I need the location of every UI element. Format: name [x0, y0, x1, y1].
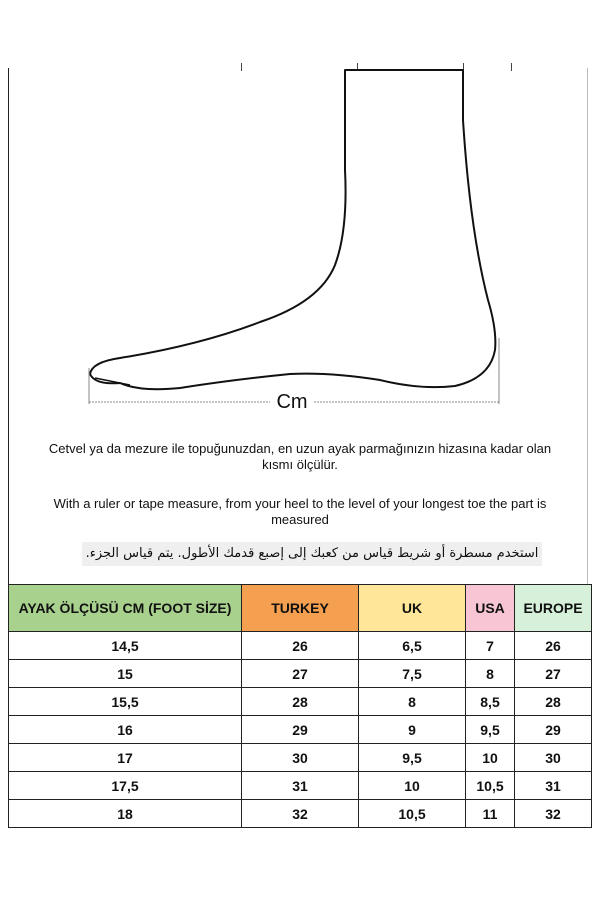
header-uk: UK — [359, 585, 466, 632]
header-foot-size: AYAK ÖLÇÜSÜ CM (FOOT SİZE) — [9, 585, 242, 632]
instruction-turkish: Cetvel ya da mezure ile topuğunuzdan, en uzun ayak parmağınızın hizasına kadar olan kısmı ölçülür. — [48, 441, 552, 472]
cell-europe: 26 — [515, 632, 592, 660]
cell-usa: 9,5 — [466, 716, 515, 744]
foot-outline-illustration — [0, 60, 600, 420]
cell-europe: 29 — [515, 716, 592, 744]
table-row — [9, 632, 592, 660]
cell-turkey: 32 — [242, 800, 359, 828]
table-header-row — [9, 585, 592, 632]
cell-uk: 10,5 — [359, 800, 466, 828]
cell-europe: 28 — [515, 688, 592, 716]
cell-uk: 10 — [359, 772, 466, 800]
cell-foot-size: 18 — [9, 800, 242, 828]
cell-uk: 6,5 — [359, 632, 466, 660]
table-row — [9, 800, 592, 828]
cell-turkey: 29 — [242, 716, 359, 744]
instruction-arabic: استخدم مسطرة أو شريط قياس من كعبك إلى إصبع قدمك الأطول. يتم قياس الجزء. — [82, 542, 542, 566]
table-row — [9, 716, 592, 744]
cell-foot-size: 16 — [9, 716, 242, 744]
measure-unit-label: Cm — [270, 390, 314, 414]
table-row — [9, 660, 592, 688]
cell-foot-size: 17 — [9, 744, 242, 772]
cell-europe: 32 — [515, 800, 592, 828]
cell-foot-size: 15 — [9, 660, 242, 688]
foot-shape — [90, 70, 495, 389]
cell-uk: 9 — [359, 716, 466, 744]
cell-turkey: 28 — [242, 688, 359, 716]
cell-uk: 8 — [359, 688, 466, 716]
cell-uk: 9,5 — [359, 744, 466, 772]
cell-usa: 8 — [466, 660, 515, 688]
size-chart-table — [8, 584, 592, 828]
header-turkey: TURKEY — [242, 585, 359, 632]
cell-foot-size: 15,5 — [9, 688, 242, 716]
cell-europe: 31 — [515, 772, 592, 800]
table-row — [9, 688, 592, 716]
cell-usa: 10,5 — [466, 772, 515, 800]
cell-europe: 27 — [515, 660, 592, 688]
cell-foot-size: 17,5 — [9, 772, 242, 800]
cell-europe: 30 — [515, 744, 592, 772]
instruction-english: With a ruler or tape measure, from your heel to the level of your longest toe the part is measured — [53, 496, 547, 527]
cell-usa: 11 — [466, 800, 515, 828]
table-row — [9, 744, 592, 772]
cell-turkey: 30 — [242, 744, 359, 772]
cell-foot-size: 14,5 — [9, 632, 242, 660]
header-usa: USA — [466, 585, 515, 632]
cell-usa: 10 — [466, 744, 515, 772]
cell-turkey: 31 — [242, 772, 359, 800]
cell-uk: 7,5 — [359, 660, 466, 688]
cell-turkey: 27 — [242, 660, 359, 688]
table-row — [9, 772, 592, 800]
header-europe: EUROPE — [515, 585, 592, 632]
cell-usa: 7 — [466, 632, 515, 660]
cell-usa: 8,5 — [466, 688, 515, 716]
cell-turkey: 26 — [242, 632, 359, 660]
